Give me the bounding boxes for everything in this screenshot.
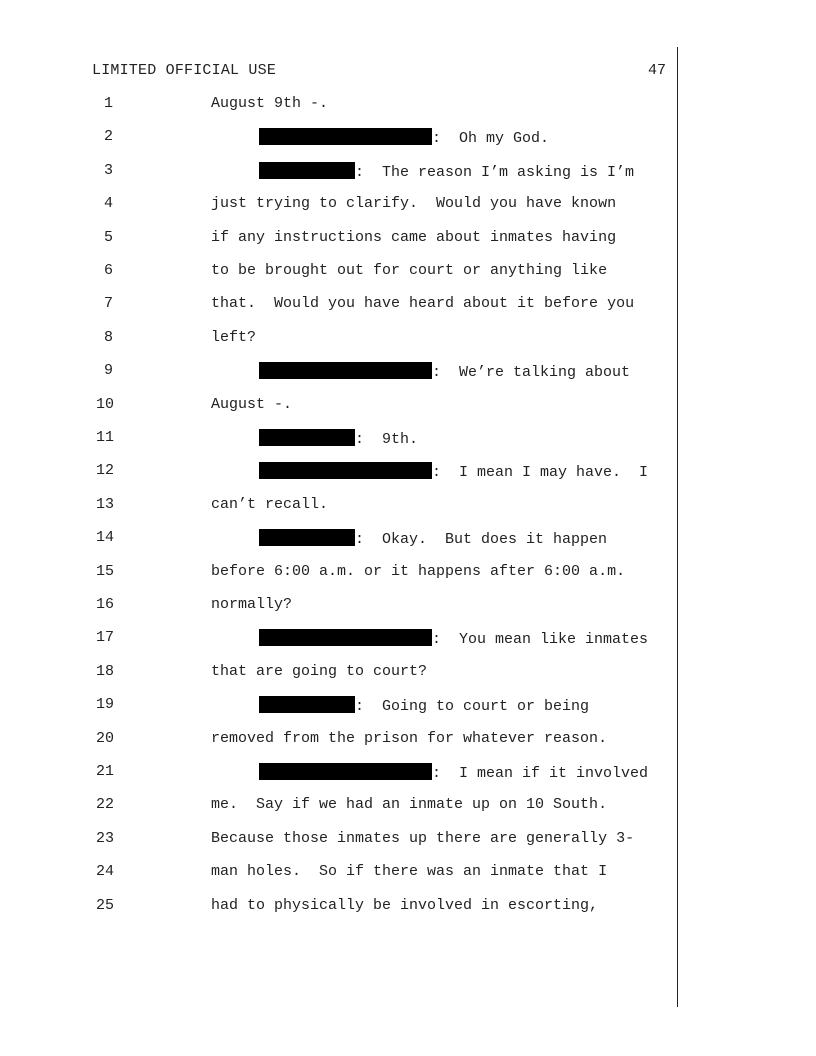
line-text: left? <box>211 329 257 346</box>
redaction-bar <box>259 763 432 780</box>
line-text: removed from the prison for whatever reason. <box>211 730 608 747</box>
transcript-line <box>0 763 700 783</box>
line-number: 3 <box>104 162 114 179</box>
line-number: 7 <box>104 295 114 312</box>
line-number: 17 <box>96 629 115 646</box>
line-text: man holes. So if there was an inmate that I <box>211 863 608 880</box>
transcript-line <box>0 596 700 616</box>
line-text: that are going to court? <box>211 663 428 680</box>
line-number: 22 <box>96 796 115 813</box>
line-number: 23 <box>96 830 115 847</box>
line-number: 1 <box>104 95 114 112</box>
line-number: 2 <box>104 128 114 145</box>
transcript-line <box>0 696 700 716</box>
transcript-line <box>0 295 700 315</box>
line-text: August 9th -. <box>211 95 329 112</box>
line-text-wrap <box>211 262 607 279</box>
header-classification: LIMITED OFFICIAL USE <box>92 62 277 79</box>
line-number: 18 <box>96 663 115 680</box>
line-text: normally? <box>211 596 293 613</box>
transcript-line <box>0 496 700 516</box>
line-number: 19 <box>96 696 115 713</box>
line-text: : You mean like inmates <box>432 631 649 648</box>
transcript-line <box>0 128 700 148</box>
transcript-line <box>0 229 700 249</box>
line-text: : The reason I’m asking is I’m <box>355 164 635 181</box>
transcript-line <box>0 730 700 750</box>
line-text: if any instructions came about inmates having <box>211 229 617 246</box>
line-text-wrap <box>259 696 589 715</box>
page-number: 47 <box>648 62 667 79</box>
line-text: me. Say if we had an inmate up on 10 South. <box>211 796 608 813</box>
line-text: Because those inmates up there are generally 3- <box>211 830 635 847</box>
transcript-line <box>0 262 700 282</box>
line-text-wrap <box>211 796 607 813</box>
line-number: 24 <box>96 863 115 880</box>
line-number: 9 <box>104 362 114 379</box>
line-number: 16 <box>96 596 115 613</box>
line-number: 15 <box>96 563 115 580</box>
line-text: : We’re talking about <box>432 364 631 381</box>
line-text: : I mean if it involved <box>432 765 649 782</box>
transcript-line <box>0 429 700 449</box>
line-text-wrap <box>211 596 292 613</box>
line-text-wrap <box>259 429 418 448</box>
transcript-line <box>0 629 700 649</box>
line-number: 13 <box>96 496 115 513</box>
line-text-wrap <box>259 629 648 648</box>
redaction-bar <box>259 629 432 646</box>
transcript-line <box>0 195 700 215</box>
line-text-wrap <box>211 730 607 747</box>
transcript-line <box>0 95 700 115</box>
line-number: 20 <box>96 730 115 747</box>
line-number: 10 <box>96 396 115 413</box>
line-text-wrap <box>211 863 607 880</box>
transcript-line <box>0 663 700 683</box>
line-number: 25 <box>96 897 115 914</box>
transcript-line <box>0 329 700 349</box>
transcript-line <box>0 162 700 182</box>
transcript-line <box>0 396 700 416</box>
line-text-wrap <box>211 95 328 112</box>
transcript-line <box>0 863 700 883</box>
line-text-wrap <box>211 496 328 513</box>
line-text-wrap <box>211 295 634 312</box>
line-text: : Going to court or being <box>355 698 590 715</box>
transcript-line <box>0 897 700 917</box>
line-text: can’t recall. <box>211 496 329 513</box>
line-text-wrap <box>211 329 256 346</box>
line-text-wrap <box>259 162 634 181</box>
line-number: 6 <box>104 262 114 279</box>
line-text-wrap <box>211 396 292 413</box>
redaction-bar <box>259 162 355 179</box>
line-text-wrap <box>259 529 607 548</box>
line-text-wrap <box>259 462 648 481</box>
redaction-bar <box>259 429 355 446</box>
line-text: : Oh my God. <box>432 130 550 147</box>
line-text: before 6:00 a.m. or it happens after 6:00 a.m. <box>211 563 626 580</box>
line-text: that. Would you have heard about it before you <box>211 295 635 312</box>
line-text: : 9th. <box>355 431 419 448</box>
transcript-line <box>0 830 700 850</box>
line-number: 8 <box>104 329 114 346</box>
line-text: August -. <box>211 396 293 413</box>
line-text: : I mean I may have. I <box>432 464 649 481</box>
line-text-wrap <box>259 362 630 381</box>
redaction-bar <box>259 462 432 479</box>
line-text-wrap <box>211 830 634 847</box>
line-text-wrap <box>211 563 625 580</box>
transcript-line <box>0 796 700 816</box>
redaction-bar <box>259 696 355 713</box>
line-number: 21 <box>96 763 115 780</box>
line-text-wrap <box>211 663 427 680</box>
line-text: just trying to clarify. Would you have known <box>211 195 617 212</box>
line-number: 5 <box>104 229 114 246</box>
line-number: 14 <box>96 529 115 546</box>
redaction-bar <box>259 362 432 379</box>
redaction-bar <box>259 529 355 546</box>
transcript-line <box>0 529 700 549</box>
line-text-wrap <box>259 128 549 147</box>
line-number: 12 <box>96 462 115 479</box>
line-text: had to physically be involved in escorting, <box>211 897 599 914</box>
line-text-wrap <box>211 897 598 914</box>
line-number: 4 <box>104 195 114 212</box>
transcript-line <box>0 362 700 382</box>
line-text: : Okay. But does it happen <box>355 531 608 548</box>
line-text-wrap <box>211 195 616 212</box>
line-text-wrap <box>259 763 648 782</box>
line-text-wrap <box>211 229 616 246</box>
line-text: to be brought out for court or anything like <box>211 262 608 279</box>
transcript-line <box>0 462 700 482</box>
line-number: 11 <box>96 429 115 446</box>
transcript-line <box>0 563 700 583</box>
redaction-bar <box>259 128 432 145</box>
